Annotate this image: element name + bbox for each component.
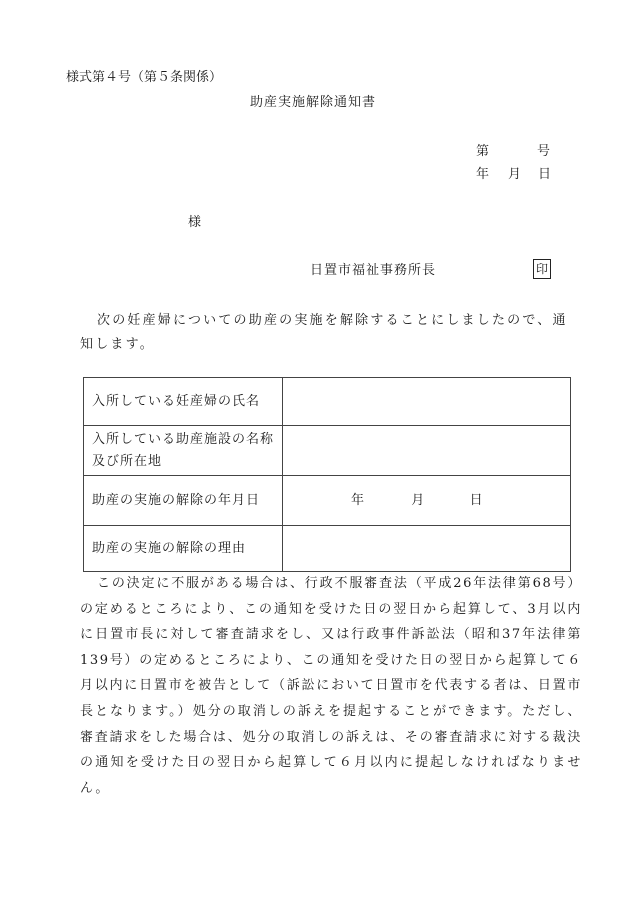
addressee-honorific: 様 bbox=[188, 215, 202, 230]
row-label: 入所している助産施設の名称及び所在地 bbox=[84, 426, 283, 476]
seal-box: 印 bbox=[533, 259, 551, 279]
row-value-date[interactable] bbox=[283, 476, 571, 526]
row-value-field[interactable] bbox=[283, 378, 571, 426]
date-year-label: 年 bbox=[351, 492, 366, 508]
document-number-prefix: 第 bbox=[476, 144, 490, 159]
info-table bbox=[83, 377, 571, 572]
appeal-notice: この決定に不服がある場合は、行政不服審査法（平成26年法律第68号）の定めるところにより、この通知を受けた日の翌日から起算して、3月以内に日置市長に対して審査請求をし、又は行政事件訴訟法（昭和37年法律第 139号）の定めるところにより、この通知を受けた日の翌日から起算して６月以内に日置市を被告として（訴訟において日置市を代表する者は、日置市長となります。）処分の取消しの訴えを提起することができます。ただし、審査請求をした場合は、処分の取消しの訴えは、その審査請求に対する裁決の通知を受けた日の翌日から起算して６月以内に提起しなければなりません。 bbox=[80, 576, 582, 796]
table-row bbox=[84, 526, 571, 572]
issue-date-day: 日 bbox=[538, 167, 552, 182]
row-label: 入所している妊産婦の氏名 bbox=[84, 378, 283, 426]
row-value-field[interactable] bbox=[283, 426, 571, 476]
table-row bbox=[84, 378, 571, 426]
row-label: 助産の実施の解除の年月日 bbox=[84, 476, 283, 526]
form-number: 様式第４号（第５条関係） bbox=[66, 70, 223, 85]
issuer-name: 日置市福祉事務所長 bbox=[310, 263, 437, 278]
row-value-field[interactable] bbox=[283, 526, 571, 572]
date-day-label: 日 bbox=[469, 492, 484, 508]
intro-text: 次の妊産婦についての助産の実施を解除することにしましたので、通知します。 bbox=[80, 313, 568, 352]
date-month-label: 月 bbox=[411, 492, 426, 508]
document-number-suffix: 号 bbox=[537, 144, 551, 159]
issue-date-month: 月 bbox=[508, 167, 522, 182]
table-row bbox=[84, 426, 571, 476]
document-title: 助産実施解除通知書 bbox=[250, 95, 377, 110]
row-label: 助産の実施の解除の理由 bbox=[84, 526, 283, 572]
issue-date-year: 年 bbox=[476, 167, 490, 182]
table-row bbox=[84, 476, 571, 526]
